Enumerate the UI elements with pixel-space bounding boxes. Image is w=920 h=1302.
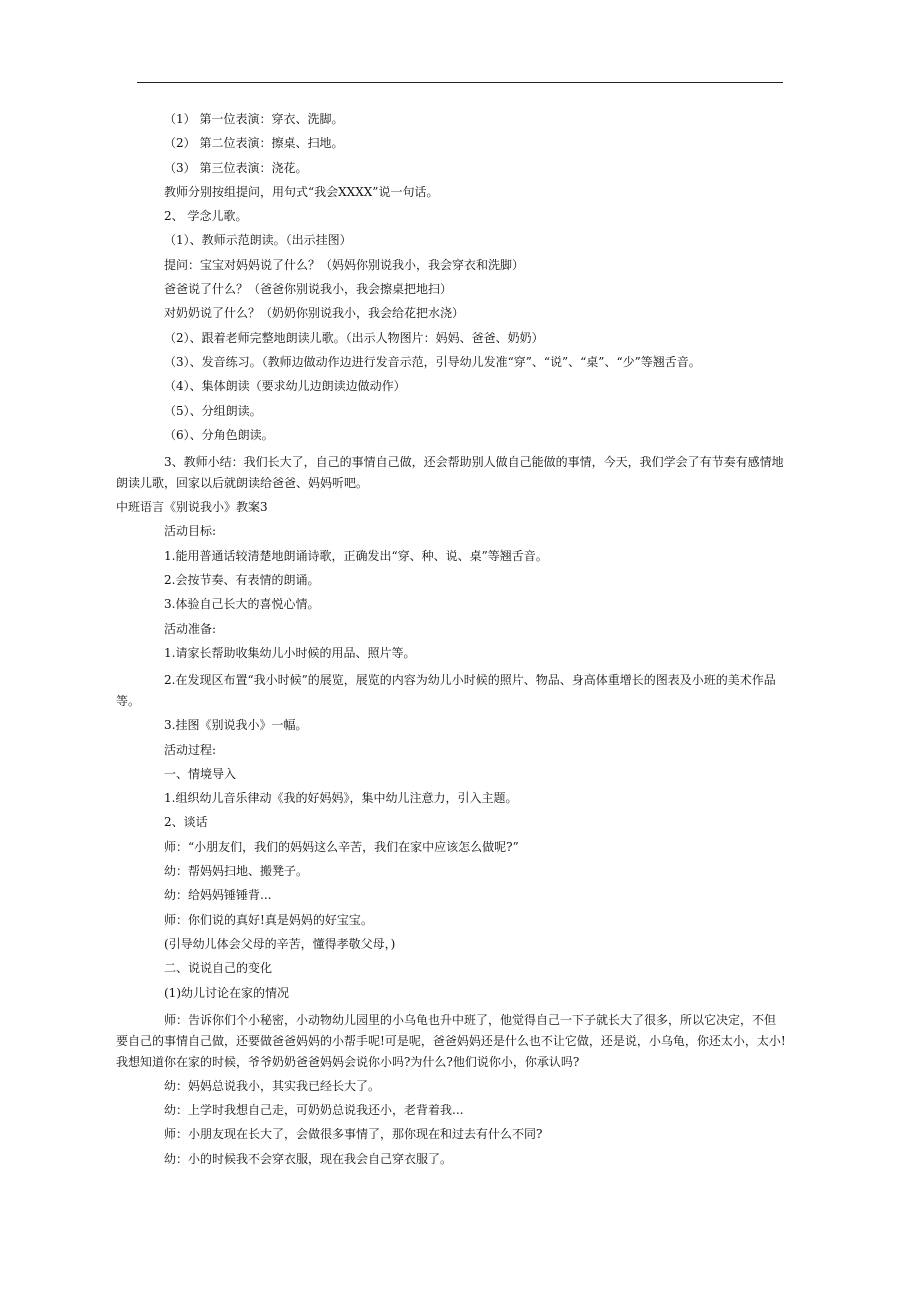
paragraph: 3、教师小结：我们长大了，自己的事情自己做，还会帮助别人做自己能做的事情，今天，我们学会了有节奏有感情地朗读儿歌，回家以后就朗读给爸爸、妈妈听吧。 — [116, 455, 784, 491]
paragraph: 3.体验自己长大的喜悦心情。 — [164, 597, 320, 612]
paragraph: （1） 第一位表演：穿衣、洗脚。 — [164, 112, 344, 126]
paragraph: 2.会按节奏、有表情的朗诵。 — [164, 573, 320, 588]
paragraph: 1.组织幼儿音乐律动《我的好妈妈》，集中幼儿注意力，引入主题。 — [164, 791, 518, 806]
paragraph: 幼：上学时我想自己走，可奶奶总说我还小，老背着我... — [164, 1103, 464, 1118]
paragraph: （2） 第二位表演：擦桌、扫地。 — [164, 136, 344, 151]
paragraph: 教师分别按组提问，用句式“我会XXXX”说一句话。 — [164, 184, 439, 199]
paragraph: (引导幼儿体会父母的辛苦，懂得孝敬父母，) — [164, 936, 396, 951]
paragraph: 一、情境导入 — [164, 766, 237, 781]
paragraph: 幼：妈妈总说我小，其实我已经长大了。 — [164, 1078, 381, 1093]
paragraph: 活动目标: — [164, 524, 217, 539]
paragraph: 活动过程: — [164, 742, 217, 757]
paragraph: 3.挂图《别说我小》一幅。 — [164, 718, 308, 733]
paragraph: (1)幼儿讨论在家的情况 — [164, 985, 289, 1000]
paragraph: 师：小朋友现在长大了，会做很多事情了，那你现在和过去有什么不同? — [164, 1127, 543, 1142]
paragraph: （1）、教师示范朗读。（出示挂图） — [164, 233, 352, 248]
paragraph: （6）、分角色朗读。 — [164, 427, 274, 442]
paragraph: 师：“小朋友们，我们的妈妈这么辛苦，我们在家中应该怎么做呢?” — [164, 839, 519, 854]
paragraph: 师：你们说的真好!真是妈妈的好宝宝。 — [164, 912, 373, 927]
paragraph: （2）、跟着老师完整地朗读儿歌。（出示人物图片：妈妈、爸爸、奶奶） — [164, 330, 544, 345]
paragraph: 1.能用普通话较清楚地朗诵诗歌，正确发出“穿、种、说、桌”等翘舌音。 — [164, 548, 548, 563]
paragraph: 2.在发现区布置“我小时候”的展览，展览的内容为幼儿小时候的照片、物品、身高体重增长的图表及小班的美术作品等。 — [116, 673, 776, 709]
paragraph: （3）、发音练习。（教师边做动作边进行发音示范，引导幼儿发准“穿”、“说”、“桌”、“少”等翘舌音。 — [164, 354, 701, 369]
document-body — [116, 112, 786, 1176]
paragraph: 2、 学念儿歌。 — [164, 209, 248, 224]
paragraph: （3） 第三位表演：浇花。 — [164, 160, 308, 175]
paragraph: 2、谈话 — [164, 815, 208, 830]
paragraph: 中班语言《别说我小》教案3 — [116, 500, 268, 515]
paragraph: 二、说说自己的变化 — [164, 961, 273, 976]
paragraph: 对奶奶说了什么？（奶奶你别说我小，我会给花把水浇） — [164, 306, 465, 321]
header-rule — [137, 82, 783, 83]
paragraph: 幼：帮妈妈扫地、搬凳子。 — [164, 864, 309, 879]
paragraph: 幼：小的时候我不会穿衣服，现在我会自己穿衣服了。 — [164, 1151, 453, 1166]
paragraph: （5）、分组朗读。 — [164, 403, 262, 418]
paragraph: 爸爸说了什么？（爸爸你别说我小，我会擦桌把地扫） — [164, 282, 453, 297]
paragraph: 1.请家长帮助收集幼儿小时候的用品、照片等。 — [164, 645, 416, 660]
paragraph: 提问：宝宝对妈妈说了什么？（妈妈你别说我小，我会穿衣和洗脚） — [164, 257, 525, 272]
paragraph: 活动准备: — [164, 621, 217, 636]
paragraph: （4）、集体朗读（要求幼儿边朗读边做动作） — [164, 379, 406, 394]
paragraph: 幼：给妈妈锤锤背... — [164, 888, 272, 903]
paragraph: 师：告诉你们个小秘密，小动物幼儿园里的小乌龟也升中班了，他觉得自己一下子就长大了很多，所以它决定，不但要自己的事情自己做，还要做爸爸妈妈的小帮手呢!可是呢，爸爸妈妈还是什么也不让它做，还是说，小乌龟，你还太小，太小!我想知道你在家的时候，爷爷奶奶爸爸妈妈会说你小吗?为什么?他们说你小，你承认吗? — [116, 1012, 786, 1069]
